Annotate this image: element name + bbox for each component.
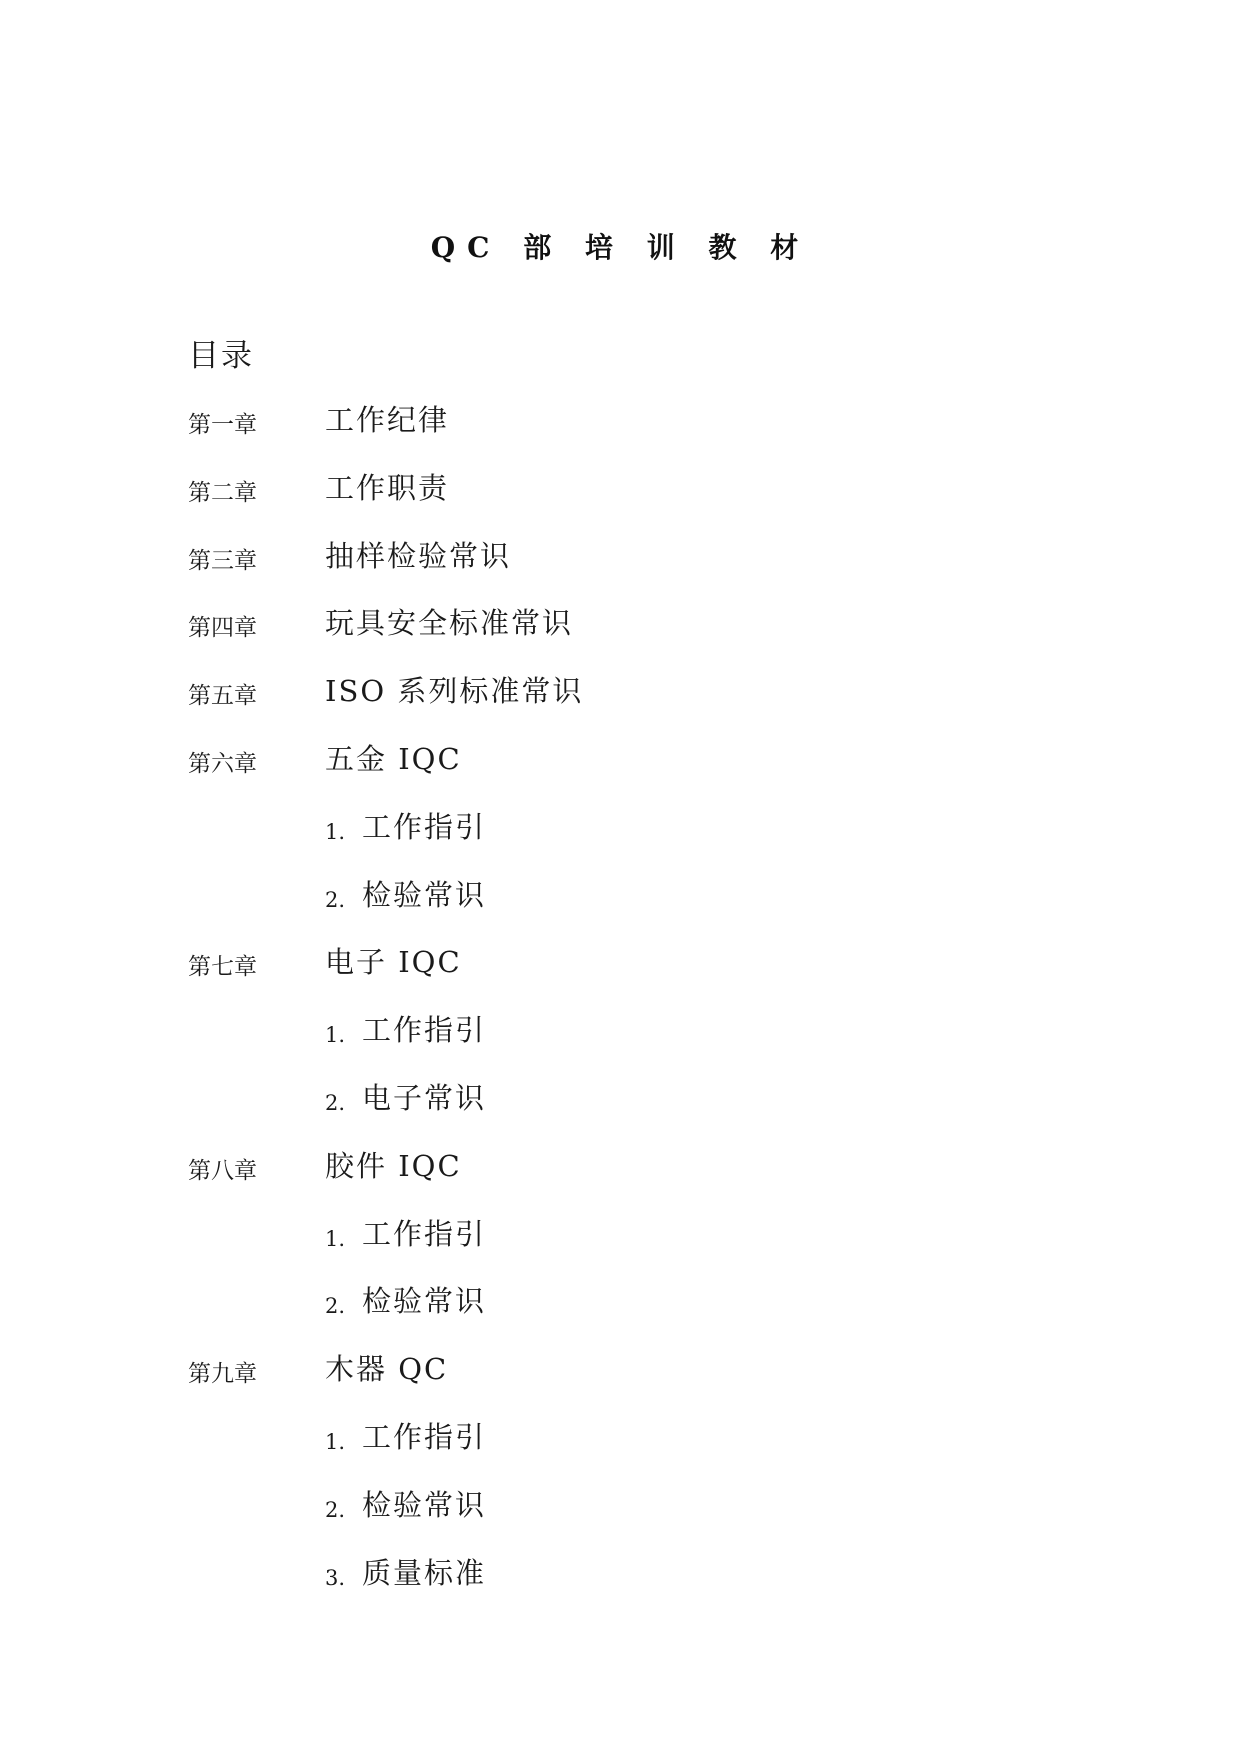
- sub-item-title: 工作指引: [362, 1419, 487, 1454]
- sub-item-title: 质量标准: [362, 1555, 487, 1590]
- sub-item-number: 1.: [325, 819, 346, 844]
- toc-sub-row: [188, 1281, 1088, 1349]
- chapter-title: 电子 IQC: [325, 945, 462, 980]
- toc-chapter-row: [188, 1349, 1088, 1417]
- chapter-title: 五金 IQC: [325, 741, 462, 776]
- chapter-number: 第二章: [188, 479, 257, 506]
- chapter-title: 玩具安全标准常识: [325, 606, 574, 641]
- sub-item-title: 工作指引: [362, 809, 487, 844]
- sub-item-title: 检验常识: [362, 1487, 487, 1522]
- toc-chapter-row: [188, 468, 1088, 536]
- toc-sub-row: [188, 1553, 1088, 1621]
- toc-sub-row: [188, 807, 1088, 875]
- toc-heading: 目录: [188, 338, 254, 374]
- chapter-title: ISO 系列标准常识: [325, 674, 584, 709]
- toc-chapter-row: [188, 1146, 1088, 1214]
- sub-item-number: 1.: [325, 1429, 346, 1454]
- chapter-title: 木器 QC: [325, 1352, 449, 1387]
- sub-item-title: 检验常识: [362, 1284, 487, 1319]
- sub-item-title: 工作指引: [362, 1013, 487, 1048]
- toc-sub-row: [188, 1078, 1088, 1146]
- toc-chapter-row: [188, 536, 1088, 604]
- chapter-number: 第九章: [188, 1361, 257, 1388]
- chapter-number: 第五章: [188, 683, 257, 710]
- chapter-title: 抽样检验常识: [325, 538, 512, 573]
- toc-sub-row: [188, 1417, 1088, 1485]
- toc-chapter-row: [188, 400, 1088, 468]
- chapter-number: 第三章: [188, 547, 257, 574]
- sub-item-title: 电子常识: [362, 1080, 487, 1115]
- toc-sub-row: [188, 1214, 1088, 1282]
- chapter-number: 第六章: [188, 750, 257, 777]
- toc-sub-row: [188, 1485, 1088, 1553]
- chapter-number: 第八章: [188, 1157, 257, 1184]
- table-of-contents: [188, 400, 1088, 1620]
- chapter-title: 工作职责: [325, 470, 450, 505]
- chapter-title: 胶件 IQC: [325, 1148, 462, 1183]
- sub-item-title: 检验常识: [362, 877, 487, 912]
- document-title: QC 部 培 训 教 材: [430, 231, 811, 264]
- chapter-number: 第七章: [188, 954, 257, 981]
- toc-chapter-row: [188, 603, 1088, 671]
- toc-chapter-row: [188, 671, 1088, 739]
- sub-item-number: 3.: [325, 1565, 346, 1590]
- sub-item-number: 1.: [325, 1023, 346, 1048]
- sub-item-number: 2.: [325, 1090, 346, 1115]
- sub-item-number: 2.: [325, 1497, 346, 1522]
- sub-item-number: 2.: [325, 1294, 346, 1319]
- sub-item-number: 2.: [325, 887, 346, 912]
- toc-sub-row: [188, 875, 1088, 943]
- toc-chapter-row: [188, 739, 1088, 807]
- chapter-title: 工作纪律: [325, 403, 450, 437]
- chapter-number: 第四章: [188, 615, 257, 642]
- sub-item-title: 工作指引: [362, 1216, 487, 1251]
- chapter-number: 第一章: [188, 412, 257, 438]
- toc-sub-row: [188, 1010, 1088, 1078]
- sub-item-number: 1.: [325, 1226, 346, 1251]
- toc-chapter-row: [188, 942, 1088, 1010]
